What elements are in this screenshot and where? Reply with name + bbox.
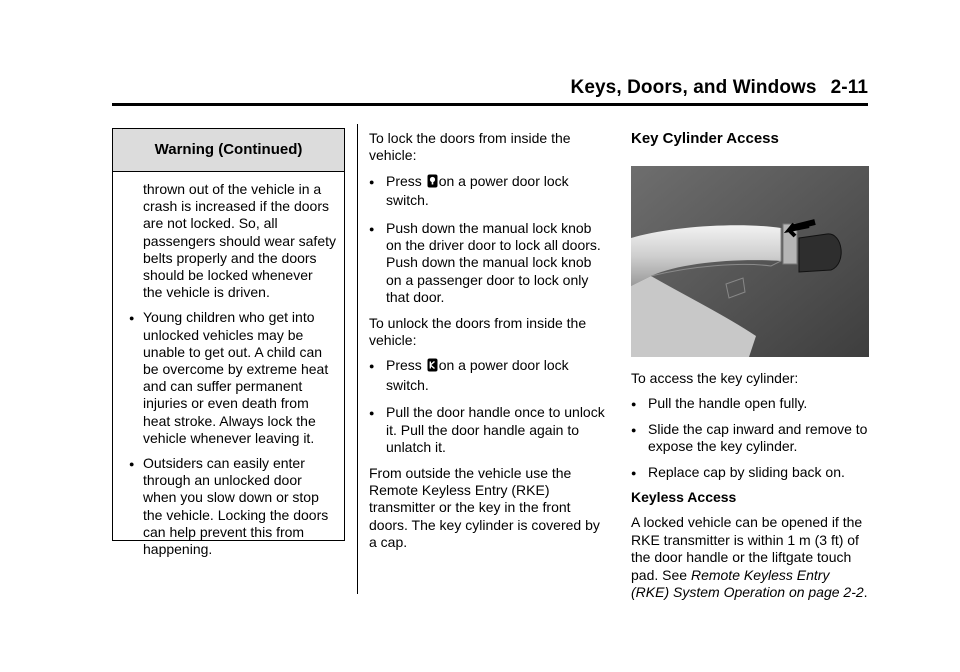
warning-box xyxy=(112,128,345,558)
lock-step-manual: ● Push down the manual lock knob on the driver door to lock all doors. Push down the manual lock knob on a passenger door to lock only that door. xyxy=(369,219,601,306)
bullet-icon: ● xyxy=(631,467,637,478)
outside-text: From outside the vehicle use the Remote Keyless Entry (RKE) transmitter or the key in the front doors. The key cylinder is covered by a cap. xyxy=(369,464,600,551)
page-number: 2-11 xyxy=(830,77,868,98)
bullet-icon: ● xyxy=(369,361,375,372)
header-rule xyxy=(112,103,868,106)
bullet-icon: ● xyxy=(631,399,637,410)
column-3-body xyxy=(631,370,871,601)
access-step: ● Slide the cap inward and remove to expose the key cylinder. xyxy=(631,420,868,455)
warning-bullet-item: ● Outsiders can easily enter through an unlocked door when you slow down or stop the vehicle. Locking the doors can help prevent this from happening. xyxy=(129,455,329,558)
unlock-icon xyxy=(427,358,438,376)
bullet-icon: ● xyxy=(369,223,375,234)
unlock-steps xyxy=(369,357,609,456)
column-2 xyxy=(369,130,609,552)
door-handle-illustration xyxy=(631,166,869,357)
key-cylinder-heading: Key Cylinder Access xyxy=(631,130,779,147)
bullet-icon: ● xyxy=(129,313,135,324)
access-intro: To access the key cylinder: xyxy=(631,370,799,386)
section-title: Keys, Doors, and Windows xyxy=(570,77,817,98)
column-3 xyxy=(631,130,871,147)
bullet-icon: ● xyxy=(369,408,375,419)
lock-step-press: ● Press on a power door lock switch. xyxy=(369,172,569,209)
unlock-step-handle: ● Pull the door handle once to unlock it. Pull the door handle again to unlatch it. xyxy=(369,404,605,456)
header-title xyxy=(571,77,869,99)
access-steps xyxy=(631,395,871,481)
bullet-icon: ● xyxy=(369,176,375,187)
column-divider xyxy=(357,124,358,594)
keyless-text: A locked vehicle can be opened if the RKE transmitter is within 1 m (3 ft) of the door handle or the liftgate touch pad. See Remote Keyless Entry (RKE) System Operation on page 2-2. xyxy=(631,514,868,601)
key-cylinder-illustration xyxy=(631,166,869,357)
warning-bullet-item: ● Young children who get into unlocked vehicles may be unable to get out. A child can be overcome by extreme heat and can suffer permanent injuries or even death from heat stroke. Always lock the vehicle whenever leaving it. xyxy=(129,309,329,446)
warning-bullets xyxy=(129,309,336,558)
lock-intro: To lock the doors from inside the vehicle: xyxy=(369,130,571,164)
keyless-reference-link[interactable]: Remote Keyless Entry (RKE) System Operation on page 2-2 xyxy=(631,566,864,601)
warning-body xyxy=(113,181,344,558)
warning-intro: thrown out of the vehicle in a crash is increased if the doors are not locked. So, all passengers should wear safety belts properly and the doors should be locked whenever the vehicle is driven. xyxy=(143,181,336,301)
lock-icon xyxy=(427,174,438,192)
access-step: ● Pull the handle open fully. xyxy=(631,395,871,412)
bullet-icon: ● xyxy=(631,424,637,435)
access-step: ● Replace cap by sliding back on. xyxy=(631,464,871,481)
unlock-intro: To unlock the doors from inside the vehicle: xyxy=(369,314,587,349)
keyless-heading: Keyless Access xyxy=(631,489,737,506)
lock-steps xyxy=(369,173,609,307)
bullet-icon: ● xyxy=(129,459,135,470)
warning-title: Warning (Continued) xyxy=(113,129,344,172)
unlock-step-press: ● Press on a power door lock switch. xyxy=(369,357,569,393)
